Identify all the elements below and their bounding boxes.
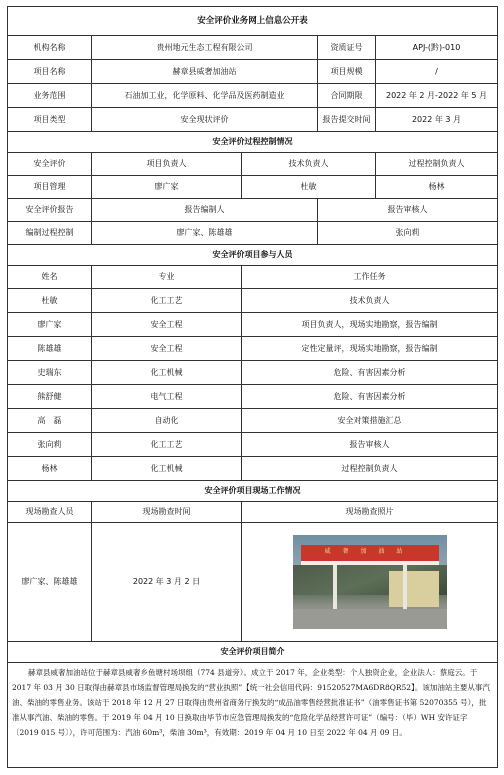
table-row <box>8 409 498 433</box>
project-value: 赫章县威奢加油站 <box>92 60 318 84</box>
staff-header-task: 工作任务 <box>242 266 498 289</box>
staff-task: 过程控制负责人 <box>242 457 498 481</box>
staff-major: 化工工艺 <box>92 289 242 313</box>
reviewer-label: 报告审核人 <box>318 199 498 222</box>
staff-name: 廖广家 <box>8 313 92 337</box>
tech-lead-value: 杜敏 <box>242 176 376 199</box>
disclosure-document <box>7 6 497 768</box>
table-row <box>8 361 498 385</box>
process-lead-value: 杨林 <box>376 176 498 199</box>
intro-paragraph: 赫章县威奢加油站位于赫章县威奢乡鱼塘村场坝组（774 县道旁）。成立于 2017 年，企业类型：个人独资企业，企业法人：蔡庭云。于 2017 年 03 月 30 日取得由赫章县市场监督管理局换发的“营业执照”【统一社会信用代码：91520527MA6DR8QR52】。该加油站主要从事汽油、柴油的零售业务。该站于 2018 年 12 月 27 日取得由贵州省商务厅换发的“成品油零售经营批准证书”（油零售证书第 52070355 号），批准从事汽油、柴油的零售。于 2019 年 04 月 10 日换取由毕节市应急管理局换发的“危险化学品经营许可证”（编号：（毕）WH 安许证字〔2019 015 号〕），许可范围为：汽油 60m³，柴油 30m³，有效期：2019 年 04 月 10 日至 2022 年 04 月 09 日。 <box>12 668 490 737</box>
scope-label: 业务范围 <box>8 84 92 108</box>
photo-pillar <box>333 565 337 611</box>
table-row <box>8 337 498 361</box>
report-time-label: 报告提交时间 <box>318 108 376 132</box>
staff-task: 安全对策措施汇总 <box>242 409 498 433</box>
staff-task: 技术负责人 <box>242 289 498 313</box>
col-tech-lead: 技术负责人 <box>242 153 376 176</box>
site-people: 廖广家、陈雄雄 <box>8 523 92 642</box>
staff-name: 杜敏 <box>8 289 92 313</box>
staff-header-major: 专业 <box>92 266 242 289</box>
staff-task: 危险、有害因素分析 <box>242 385 498 409</box>
eval-report-label: 安全评价报告 <box>8 199 92 222</box>
photo-building <box>389 571 439 607</box>
photo-pillar <box>403 565 407 611</box>
staff-task: 报告审核人 <box>242 433 498 457</box>
staff-name: 熊舒健 <box>8 385 92 409</box>
table-row <box>8 385 498 409</box>
site-header-people: 现场勘查人员 <box>8 502 92 523</box>
control-section-title: 安全评价过程控制情况 <box>8 132 498 153</box>
staff-task: 定性定量评，现场实地勘察，报告编制 <box>242 337 498 361</box>
org-value: 贵州地元生态工程有限公司 <box>92 36 318 60</box>
staff-task: 项目负责人，现场实地勘察，报告编制 <box>242 313 498 337</box>
type-value: 安全现状评价 <box>92 108 318 132</box>
staff-name: 张向莉 <box>8 433 92 457</box>
table-row <box>8 457 498 481</box>
staff-name: 杨林 <box>8 457 92 481</box>
report-time-value: 2022 年 3 月 <box>376 108 498 132</box>
staff-name: 陈雄雄 <box>8 337 92 361</box>
col-project-lead: 项目负责人 <box>92 153 242 176</box>
project-lead-value: 廖广家 <box>92 176 242 199</box>
staff-name: 史瑞东 <box>8 361 92 385</box>
site-date: 2022 年 3 月 2 日 <box>92 523 242 642</box>
disclosure-table <box>7 6 498 768</box>
reviewer-value: 张向莉 <box>318 222 498 245</box>
site-header-photo: 现场勘查照片 <box>242 502 498 523</box>
eval-label: 安全评价 <box>8 153 92 176</box>
site-section-title: 安全评价项目现场工作情况 <box>8 481 498 502</box>
staff-header-name: 姓名 <box>8 266 92 289</box>
process-control-label: 编制过程控制 <box>8 222 92 245</box>
site-header-time: 现场勘查时间 <box>92 502 242 523</box>
staff-major: 化工机械 <box>92 361 242 385</box>
site-photo-cell <box>242 523 498 642</box>
staff-task: 危险、有害因素分析 <box>242 361 498 385</box>
table-row <box>8 289 498 313</box>
scope-value: 石油加工业，化学原料、化学品及医药制造业 <box>92 84 318 108</box>
cert-value: APJ-(黔)-010 <box>376 36 498 60</box>
intro-text <box>8 663 498 768</box>
contract-value: 2022 年 2 月-2022 年 5 月 <box>376 84 498 108</box>
table-row <box>8 313 498 337</box>
staff-name: 高 磊 <box>8 409 92 433</box>
table-row <box>8 433 498 457</box>
staff-major: 安全工程 <box>92 337 242 361</box>
compiler-label: 报告编制人 <box>92 199 318 222</box>
mgmt-label: 项目管理 <box>8 176 92 199</box>
project-label: 项目名称 <box>8 60 92 84</box>
type-label: 项目类型 <box>8 108 92 132</box>
org-label: 机构名称 <box>8 36 92 60</box>
staff-major: 自动化 <box>92 409 242 433</box>
page-title: 安全评价业务网上信息公开表 <box>8 7 498 36</box>
col-process-lead: 过程控制负责人 <box>376 153 498 176</box>
compilers-value: 廖广家、陈雄雄 <box>92 222 318 245</box>
staff-section-title: 安全评价项目参与人员 <box>8 245 498 266</box>
scale-value: / <box>376 60 498 84</box>
intro-section-title: 安全评价项目简介 <box>8 642 498 663</box>
photo-canopy-edge <box>301 561 439 565</box>
photo-ground <box>293 609 447 629</box>
gas-station-photo <box>293 535 447 629</box>
photo-canopy-sign: 威奢加油站 <box>324 548 415 555</box>
contract-label: 合同期限 <box>318 84 376 108</box>
staff-major: 电气工程 <box>92 385 242 409</box>
staff-major: 化工机械 <box>92 457 242 481</box>
staff-major: 安全工程 <box>92 313 242 337</box>
scale-label: 项目规模 <box>318 60 376 84</box>
staff-major: 化工工艺 <box>92 433 242 457</box>
cert-label: 资质证号 <box>318 36 376 60</box>
